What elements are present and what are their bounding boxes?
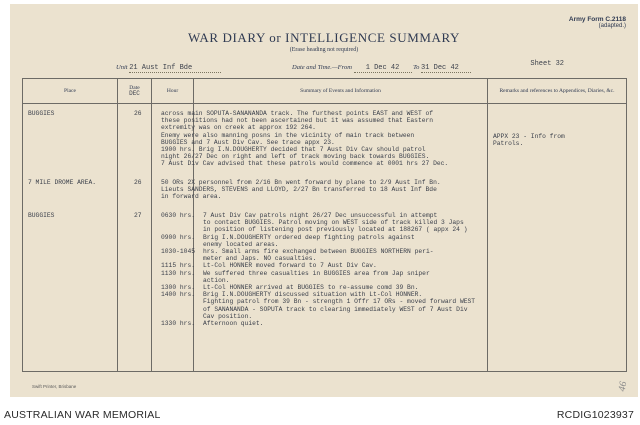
date-range-line (292, 64, 471, 73)
unit-label: Unit (116, 64, 128, 71)
item-id-caption: RCDIG1023937 (556, 409, 634, 421)
entry-1-summary: across main SOPUTA-SANANANDA track. The furthest points EAST and WEST of these positions had not been ascertained but it was assumed that Eastern extremity was on creek at approx 192 264. Enemy were also manning posns in the vicinity of main track between BUGGIES and 7 Aust Div Cav. See trace appx 23. 1900 hrs. Brig I.N.DOUGHERTY decided that 7 Aust Div Cav should patrol night 26/27 Dec on right and left of track moving back towards BUGGIES. 7 Aust Div Cav advised that these patrols would commence at 0001 hrs 27 Dec. (161, 110, 449, 168)
entry-2-place: 7 MILE DROME AREA. (28, 179, 97, 186)
document-subtitle: (Erase heading not required) (289, 47, 359, 53)
entry-2-summary: 50 ORs 2X personnel from 2/16 Bn went forward by plane to 2/9 Aust Inf Bn. Lieuts SANDERS, STEVENS and LLOYD, 2/27 Bn transferred to 18 Aust Inf Bde in forward area. (161, 179, 441, 201)
col-header-remarks: Remarks and references to Appendices, Diaries, &c. (488, 79, 627, 104)
unit-line (116, 64, 221, 73)
unit-value: 21 Aust Inf Bde (129, 64, 221, 73)
form-name: Army Form C.2118 (568, 16, 626, 23)
entry-3-date: 27 (134, 212, 142, 219)
entry-3-summary: 7 Aust Div Cav patrols night 26/27 Dec unsuccessful in attempt to contact BUGGIES. Patrol moving on WEST side of track killed 3 Japs in position of listening post previously located at 188267 ( appx 24 ) Brig I.N.DOUGHERTY ordered deep fighting patrols against enemy located areas. hrs. Small arms fire exchanged between BUGGIES NORTHERN peri- meter and Japs. NO casualties. Lt-Col HONNER moved forward to 7 Aust Div Cav. We suffered three casualties in BUGGIES area from Jap sniper action. Lt-Col HONNER arrived at BUGGIES to re-assume comd 39 Bn. Brig I.N.DOUGHERTY discussed situation with Lt-Col HONNER. Fighting patrol from 39 Bn - strength 1 Offr 17 ORs - moved forward WEST of SANANANDA - SOPUTA track to clearing immediately WEST of 7 Aust Div Cav position. Afternoon quiet. (203, 212, 476, 328)
date-month: DEC (129, 90, 140, 97)
entry-1-remarks: APPX 23 - Info from Patrols. (493, 133, 565, 148)
date-label: Date (129, 85, 140, 91)
entry-3-place: BUGGIES (28, 212, 55, 219)
army-form-number (569, 16, 626, 30)
pencil-page-number: 46 (616, 380, 630, 393)
entry-1-place: BUGGIES (28, 110, 55, 117)
datetime-label: Date and Time.—From (292, 64, 352, 71)
entry-1-date: 26 (134, 110, 142, 117)
col-header-place: Place (23, 79, 118, 104)
sheet-number: Sheet 32 (530, 60, 564, 68)
col-header-summary: Summary of Events and Information (194, 79, 488, 104)
col-header-date (118, 79, 152, 104)
entry-2-date: 26 (134, 179, 142, 186)
to-date: 31 Dec 42 (421, 64, 471, 73)
form-adapted: (adapted.) (598, 23, 626, 29)
printer-imprint: Swift Printer, Brisbane (32, 384, 77, 389)
entry-3-hours: 0630 hrs. 0900 hrs. 1030-1045 1115 hrs. 1130 hrs. 1300 hrs. 1400 hrs. 1330 hrs. (161, 212, 196, 328)
to-label: To (413, 64, 420, 71)
collection-caption: AUSTRALIAN WAR MEMORIAL (4, 409, 161, 421)
col-header-hour: Hour (152, 79, 194, 104)
document-title: WAR DIARY or INTELLIGENCE SUMMARY (187, 30, 461, 45)
diary-sheet (10, 4, 638, 397)
table-header-row (23, 79, 627, 104)
from-date: 1 Dec 42 (354, 64, 412, 73)
